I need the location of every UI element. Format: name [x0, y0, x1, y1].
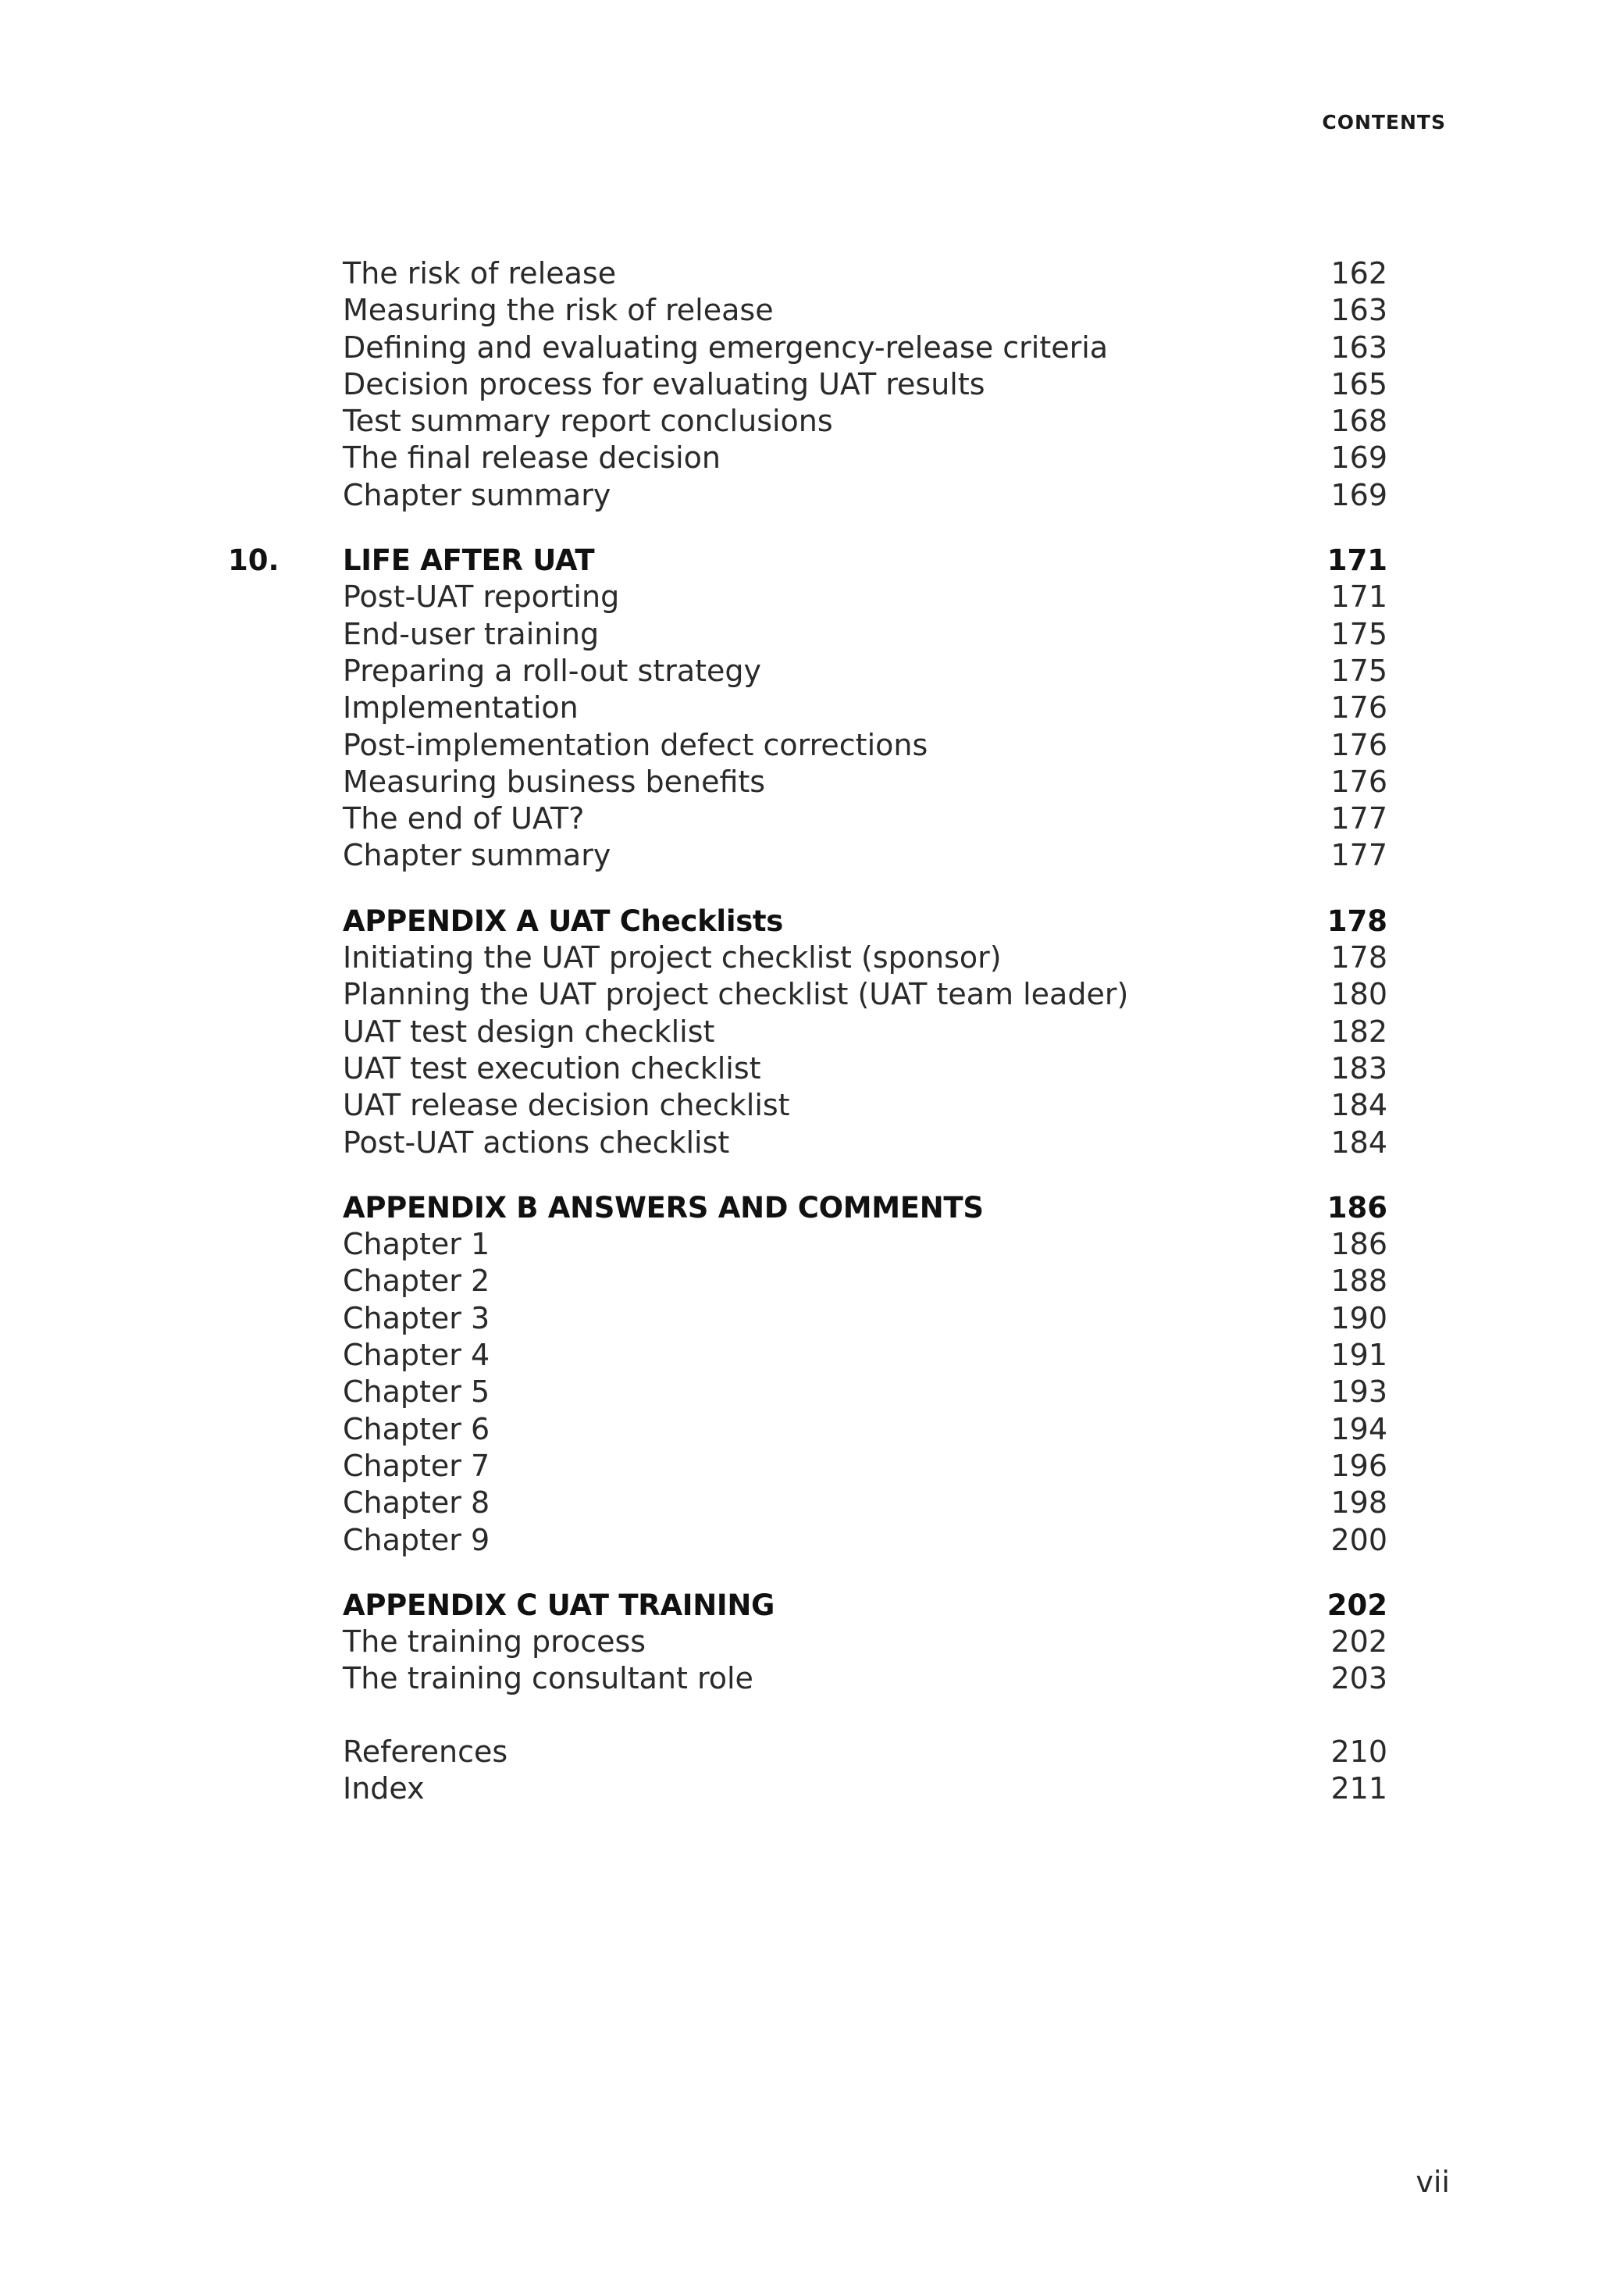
toc-entry-title: Chapter 3: [343, 1300, 490, 1335]
toc-entry[interactable]: [0, 1050, 1599, 1087]
toc-entry-title: Decision process for evaluating UAT results: [343, 366, 985, 401]
toc-entry[interactable]: [0, 1522, 1599, 1559]
toc-entry-title: UAT test design checklist: [343, 1014, 715, 1049]
toc-entry[interactable]: [0, 330, 1599, 366]
toc-heading-page: 178: [1327, 904, 1387, 938]
toc-entry[interactable]: [0, 1624, 1599, 1660]
toc-entry-title: Chapter summary: [343, 477, 611, 512]
toc-entry[interactable]: [0, 1014, 1599, 1050]
toc-appendix-heading[interactable]: [0, 1189, 1599, 1226]
toc-entry-title: Chapter 7: [343, 1448, 490, 1483]
toc-entry-page: 165: [1330, 366, 1387, 401]
toc-entry-title: Chapter 5: [343, 1374, 490, 1410]
toc-entry[interactable]: [0, 1125, 1599, 1161]
toc-heading-page: 186: [1327, 1190, 1387, 1225]
toc-entry-title: Chapter 9: [343, 1522, 490, 1557]
toc-entry[interactable]: [0, 1263, 1599, 1300]
toc-entry-page: 194: [1330, 1411, 1387, 1446]
toc-entry[interactable]: [0, 1337, 1599, 1374]
toc-appendix-heading[interactable]: [0, 903, 1599, 939]
toc-group-appendix-b: [0, 1189, 1599, 1559]
toc-entry[interactable]: [0, 440, 1599, 476]
toc-entry[interactable]: [0, 255, 1599, 292]
toc-entry-title: Test summary report conclusions: [343, 404, 833, 439]
toc-heading-title: APPENDIX B ANSWERS AND COMMENTS: [343, 1190, 984, 1225]
toc-entry-page: 182: [1330, 1014, 1387, 1049]
toc-entry-title: UAT release decision checklist: [343, 1088, 790, 1123]
toc-entry[interactable]: [0, 800, 1599, 837]
toc-entry-page: 175: [1330, 616, 1387, 651]
toc-entry-page: 163: [1330, 293, 1387, 328]
toc-entry[interactable]: [0, 939, 1599, 976]
toc-entry-title: Defining and evaluating emergency-release criteria: [343, 330, 1109, 365]
toc-heading-page: 171: [1327, 544, 1387, 578]
toc-entry-title: Chapter summary: [343, 838, 611, 873]
toc-entry-page: 184: [1330, 1088, 1387, 1123]
toc-entry-title: The training consultant role: [343, 1661, 753, 1696]
toc-entry-page: 211: [1330, 1770, 1387, 1806]
toc-entry-title: Post-UAT reporting: [343, 579, 620, 615]
toc-entry-title: End-user training: [343, 616, 600, 651]
toc-entry-page: 176: [1330, 764, 1387, 799]
table-of-contents: [0, 255, 1599, 1835]
toc-entry-page: 191: [1330, 1338, 1387, 1373]
toc-group-back-matter: [0, 1734, 1599, 1808]
toc-entry-title: Implementation: [343, 690, 579, 726]
toc-entry-page: 183: [1330, 1050, 1387, 1086]
toc-entry-title: The training process: [343, 1624, 646, 1660]
toc-entry[interactable]: [0, 1660, 1599, 1697]
toc-entry-page: 178: [1330, 940, 1387, 975]
toc-entry[interactable]: [0, 1087, 1599, 1124]
toc-entry-title: References: [343, 1734, 508, 1769]
toc-heading-page: 202: [1327, 1588, 1387, 1622]
toc-entry[interactable]: [0, 579, 1599, 615]
toc-entry-page: 193: [1330, 1374, 1387, 1410]
toc-entry-page: 184: [1330, 1125, 1387, 1160]
toc-group-chapter-10: [0, 542, 1599, 875]
toc-entry-page: 162: [1330, 256, 1387, 291]
toc-entry-title: UAT test execution checklist: [343, 1050, 761, 1086]
toc-entry[interactable]: [0, 727, 1599, 764]
toc-heading-title: LIFE AFTER UAT: [343, 544, 595, 578]
toc-entry[interactable]: [0, 1448, 1599, 1485]
toc-entry-page: 177: [1330, 801, 1387, 836]
toc-entry-page: 169: [1330, 477, 1387, 512]
toc-entry-title: Preparing a roll-out strategy: [343, 653, 762, 688]
toc-entry-page: 168: [1330, 404, 1387, 439]
toc-entry-title: The risk of release: [343, 256, 617, 291]
toc-entry-page: 200: [1330, 1522, 1387, 1557]
toc-entry[interactable]: [0, 477, 1599, 514]
running-head: CONTENTS: [1322, 111, 1446, 134]
toc-entry[interactable]: [0, 1300, 1599, 1337]
toc-entry-page: 163: [1330, 330, 1387, 365]
toc-entry-title: Chapter 6: [343, 1411, 490, 1446]
toc-entry-title: Index: [343, 1770, 425, 1806]
toc-entry[interactable]: [0, 976, 1599, 1013]
toc-entry[interactable]: [0, 1485, 1599, 1521]
toc-entry-title: Measuring the risk of release: [343, 293, 774, 328]
toc-entry-title: The end of UAT?: [343, 801, 585, 836]
toc-entry-title: Measuring business benefits: [343, 764, 766, 799]
toc-entry[interactable]: [0, 653, 1599, 690]
toc-entry-page: 196: [1330, 1448, 1387, 1483]
chapter-number: 10.: [228, 544, 280, 578]
toc-entry[interactable]: [0, 764, 1599, 800]
toc-entry-page: 176: [1330, 690, 1387, 726]
toc-entry[interactable]: [0, 292, 1599, 329]
toc-entry-title: Chapter 4: [343, 1338, 490, 1373]
toc-chapter-heading[interactable]: [0, 542, 1599, 579]
toc-entry-title: Post-implementation defect corrections: [343, 727, 928, 762]
toc-entry-page: 210: [1330, 1734, 1387, 1769]
toc-entry-title: Chapter 8: [343, 1485, 490, 1521]
toc-entry-page: 198: [1330, 1485, 1387, 1521]
toc-entry-page: 175: [1330, 653, 1387, 688]
toc-entry-title: Chapter 2: [343, 1264, 490, 1299]
toc-entry[interactable]: [0, 1770, 1599, 1807]
toc-group-chapter-9-continued: [0, 255, 1599, 514]
toc-entry-page: 180: [1330, 977, 1387, 1012]
toc-entry-page: 169: [1330, 440, 1387, 476]
toc-entry[interactable]: [0, 1734, 1599, 1770]
toc-entry[interactable]: [0, 1226, 1599, 1263]
toc-entry[interactable]: [0, 366, 1599, 403]
toc-entry-page: 203: [1330, 1661, 1387, 1696]
toc-entry[interactable]: [0, 403, 1599, 440]
toc-entry-title: Initiating the UAT project checklist (sponsor): [343, 940, 1002, 975]
toc-appendix-heading[interactable]: [0, 1587, 1599, 1624]
toc-entry[interactable]: [0, 616, 1599, 653]
toc-entry[interactable]: [0, 690, 1599, 726]
toc-entry[interactable]: [0, 837, 1599, 874]
toc-group-appendix-c: [0, 1587, 1599, 1698]
toc-entry-page: 202: [1330, 1624, 1387, 1660]
toc-entry-title: Post-UAT actions checklist: [343, 1125, 730, 1160]
toc-entry-title: The final release decision: [343, 440, 721, 476]
toc-entry-title: Planning the UAT project checklist (UAT team leader): [343, 977, 1129, 1012]
toc-heading-title: APPENDIX C UAT TRAINING: [343, 1588, 775, 1622]
toc-entry-page: 190: [1330, 1300, 1387, 1335]
toc-group-appendix-a: [0, 903, 1599, 1161]
toc-entry-page: 171: [1330, 579, 1387, 615]
toc-entry-page: 177: [1330, 838, 1387, 873]
toc-entry-title: Chapter 1: [343, 1227, 490, 1262]
toc-entry-page: 188: [1330, 1264, 1387, 1299]
toc-heading-title: APPENDIX A UAT Checklists: [343, 904, 784, 938]
toc-entry-page: 186: [1330, 1227, 1387, 1262]
toc-entry-page: 176: [1330, 727, 1387, 762]
toc-entry[interactable]: [0, 1411, 1599, 1448]
page-folio: vii: [1416, 2165, 1450, 2199]
toc-entry[interactable]: [0, 1374, 1599, 1410]
